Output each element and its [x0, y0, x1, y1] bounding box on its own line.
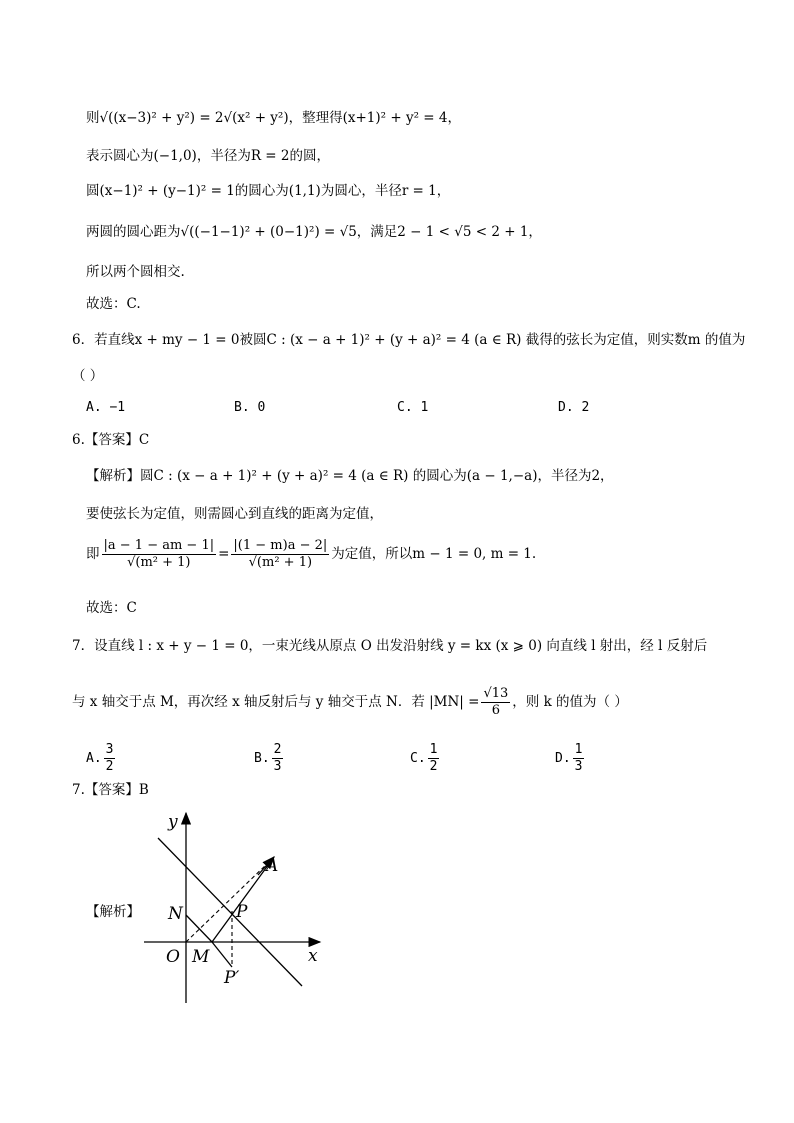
- prev-solution-line-2: 表示圆心为(−1,0)，半径为R = 2的圆，: [86, 148, 330, 164]
- q6-stem-line-1: 6．若直线x + my − 1 = 0被圆C : (x − a + 1)² + (y + a)² = 4 (a ∈ R) 截得的弦长为定值，则实数m 的值为: [72, 332, 746, 348]
- ray-o-a-dashed: [186, 861, 270, 942]
- prev-solution-line-3: 圆(x−1)² + (y−1)² = 1的圆心为(1,1)为圆心，半径r = 1，: [86, 183, 451, 199]
- q6-fraction-2: [231, 538, 329, 571]
- q7-option-c: [410, 742, 441, 775]
- label-y: y: [168, 812, 178, 832]
- ray-m-a: [212, 857, 274, 942]
- label-a: A: [266, 856, 279, 876]
- q6-fraction-2-numerator: |(1 − m)a − 2|: [233, 538, 328, 553]
- q6-solution-line-1: 【解析】圆C : (x − a + 1)² + (y + a)² = 4 (a ∈ R) 的圆心为(a − 1,−a)，半径为2，: [86, 468, 614, 484]
- q6-fraction-1-denominator: √(m² + 1): [127, 555, 191, 570]
- label-o: O: [166, 947, 180, 967]
- q7-option-c-den: 2: [429, 759, 438, 774]
- q7-option-a-letter: A.: [86, 751, 102, 766]
- q7-option-c-fraction: [428, 742, 440, 775]
- q7-mn-fraction: [481, 686, 510, 719]
- q7-option-d-den: 3: [574, 759, 583, 774]
- label-m: M: [192, 947, 210, 967]
- q7-mn-numerator: √13: [483, 686, 509, 701]
- q6-option-d: D. 2: [558, 400, 590, 415]
- q6-stem-line-2: （ ）: [72, 368, 104, 384]
- q7-option-b: [254, 742, 285, 775]
- prev-solution-line-4: 两圆的圆心距为√((−1−1)² + (0−1)²) = √5，满足2 − 1 < √5 < 2 + 1，: [86, 224, 542, 240]
- q7-option-c-num: 1: [429, 742, 438, 757]
- label-x: x: [308, 946, 318, 966]
- q7-option-d-num: 1: [574, 742, 583, 757]
- q6-solution-line-4: 故选：C: [86, 600, 137, 616]
- q7-option-b-fraction: [272, 742, 284, 775]
- q7-option-a: [86, 742, 117, 775]
- prev-solution-line-5: 所以两个圆相交.: [86, 264, 185, 280]
- q7-stem2-prefix: 与 x 轴交于点 M，再次经 x 轴反射后与 y 轴交于点 N．若 |MN| =: [72, 694, 480, 710]
- q6-fraction-1: [102, 538, 217, 571]
- q7-option-a-fraction: [104, 742, 116, 775]
- q6-sol3-suffix: 为定值，所以m − 1 = 0, m = 1.: [331, 546, 537, 562]
- q6-sol3-prefix: 即: [86, 546, 100, 562]
- q6-fraction-1-numerator: |a − 1 − am − 1|: [103, 538, 215, 553]
- q6-solution-line-3: [86, 538, 536, 571]
- q7-mn-denominator: 6: [491, 703, 500, 718]
- q6-option-b: B. 0: [234, 400, 266, 415]
- q7-option-c-letter: C.: [410, 751, 426, 766]
- q6-equals: =: [218, 546, 230, 562]
- prev-solution-line-6: 故选：C.: [86, 296, 141, 312]
- q6-answer: 6.【答案】C: [72, 432, 150, 448]
- label-n: N: [168, 904, 183, 924]
- prev-solution-line-1: 则√((x−3)² + y²) = 2√(x² + y²)，整理得(x+1)² + y² = 4，: [86, 110, 461, 126]
- q7-solution-label: 【解析】: [86, 904, 140, 920]
- q7-option-b-num: 2: [273, 742, 282, 757]
- q7-option-d-letter: D.: [555, 751, 571, 766]
- label-p: P: [236, 902, 248, 922]
- q7-option-a-num: 3: [105, 742, 114, 757]
- q7-reflection-figure: [140, 805, 340, 1015]
- q7-option-d: [555, 742, 586, 775]
- q7-stem2-suffix: ，则 k 的值为（ ）: [512, 694, 628, 710]
- q7-option-d-fraction: [573, 742, 585, 775]
- q6-solution-line-2: 要使弦长为定值，则需圆心到直线的距离为定值，: [86, 506, 383, 522]
- q6-option-c: C. 1: [397, 400, 429, 415]
- q7-stem-line-1: 7．设直线 l : x + y − 1 = 0，一束光线从原点 O 出发沿射线 y = kx (x ⩾ 0) 向直线 l 射出，经 l 反射后: [72, 638, 708, 654]
- q6-option-a: A. −1: [86, 400, 126, 415]
- label-p-prime: P′: [224, 968, 240, 988]
- q7-option-b-letter: B.: [254, 751, 270, 766]
- segment-n-m: [186, 915, 212, 942]
- q7-option-b-den: 3: [273, 759, 282, 774]
- q6-fraction-2-denominator: √(m² + 1): [248, 555, 313, 570]
- q7-option-a-den: 2: [105, 759, 114, 774]
- segment-m-p-prime: [212, 942, 232, 967]
- q7-answer: 7.【答案】B: [72, 782, 149, 798]
- q7-stem-line-2: [72, 686, 628, 719]
